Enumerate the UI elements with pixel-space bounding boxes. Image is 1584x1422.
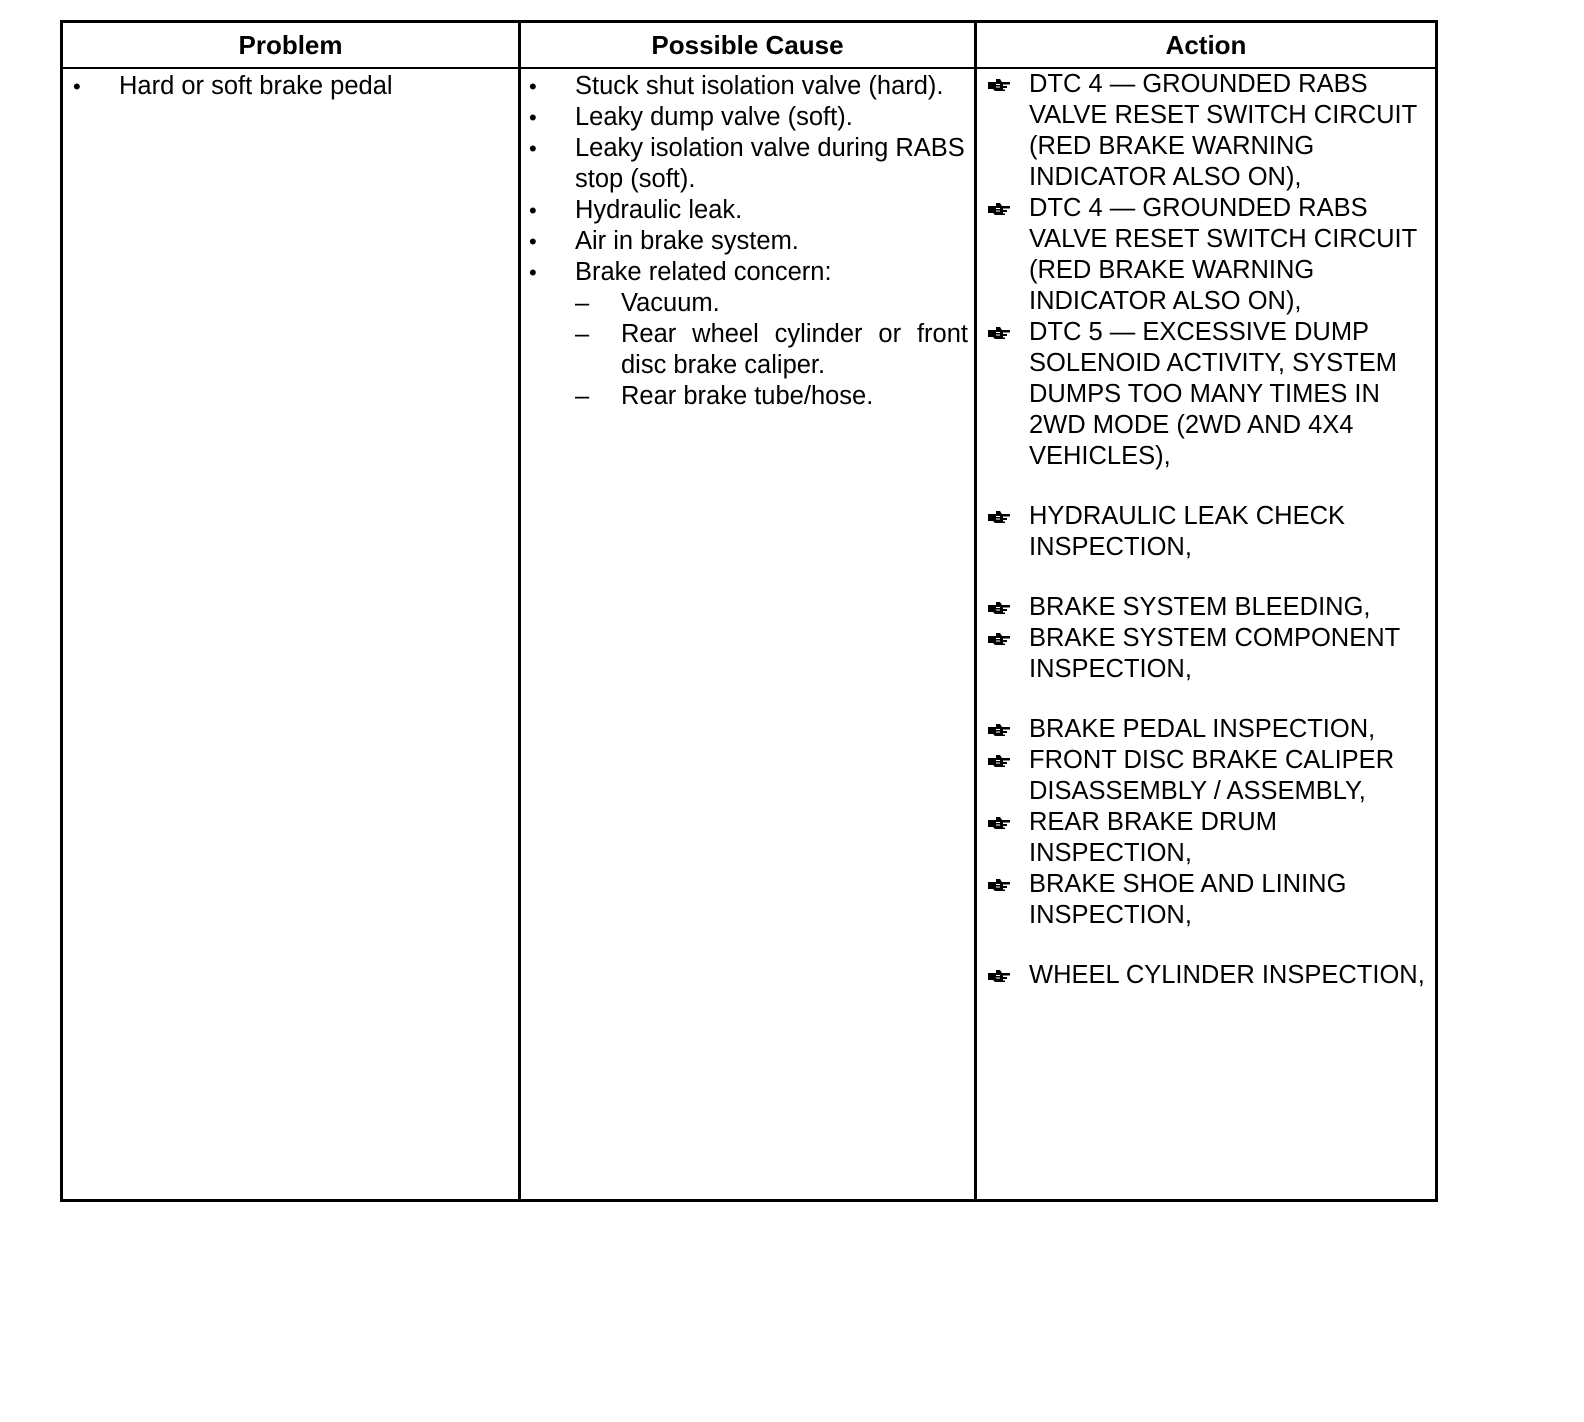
pointing-hand-icon (983, 807, 1029, 838)
action-link-text[interactable]: REAR BRAKE DRUM INSPECTION, (1029, 808, 1277, 867)
action-cell (977, 69, 1435, 1199)
cause-item (527, 71, 974, 102)
dash-icon: – (575, 382, 590, 410)
sub-cause-item (527, 319, 974, 381)
cause-cell (521, 69, 977, 1199)
sub-cause-item (527, 288, 974, 319)
cause-text: Leaky dump valve (soft). (575, 103, 853, 131)
pointing-hand-icon (983, 623, 1029, 654)
action-item[interactable] (983, 592, 1435, 623)
bullet-icon: • (529, 74, 537, 99)
cause-text: Hydraulic leak. (575, 196, 743, 224)
sub-cause-text: Rear wheel cylinder or front disc brake caliper. (621, 320, 968, 379)
spacer (983, 472, 1435, 501)
cause-item (527, 102, 974, 133)
header-action: Action (977, 23, 1435, 69)
bullet-icon: • (529, 229, 537, 254)
action-link-text[interactable]: DTC 4 — GROUNDED RABS VALVE RESET SWITCH CIRCUIT (RED BRAKE WARNING INDICATOR ALSO ON), (1029, 70, 1417, 191)
pointing-hand-icon (983, 317, 1029, 348)
cause-text: Leaky isolation valve during RABS stop (soft). (575, 134, 965, 193)
sub-cause-item (527, 381, 974, 412)
pointing-hand-icon (983, 869, 1029, 900)
action-link-text[interactable]: WHEEL CYLINDER INSPECTION, (1029, 961, 1425, 989)
bullet-icon: • (73, 74, 81, 99)
action-link-text[interactable]: BRAKE SHOE AND LINING INSPECTION, (1029, 870, 1347, 929)
cause-text: Air in brake system. (575, 227, 799, 255)
action-item[interactable] (983, 960, 1435, 991)
action-link-text[interactable]: BRAKE SYSTEM COMPONENT INSPECTION, (1029, 624, 1400, 683)
sub-cause-text: Rear brake tube/hose. (621, 382, 874, 410)
pointing-hand-icon (983, 745, 1029, 776)
header-possible-cause: Possible Cause (521, 23, 977, 69)
action-item[interactable] (983, 193, 1435, 317)
action-item[interactable] (983, 869, 1435, 931)
pointing-hand-icon (983, 714, 1029, 745)
problem-cell (63, 69, 521, 1199)
cause-item (527, 257, 974, 288)
pointing-hand-icon (983, 69, 1029, 100)
action-item[interactable] (983, 745, 1435, 807)
cause-text: Brake related concern: (575, 258, 832, 286)
action-link-text[interactable]: DTC 4 — GROUNDED RABS VALVE RESET SWITCH CIRCUIT (RED BRAKE WARNING INDICATOR ALSO ON), (1029, 194, 1417, 315)
action-item[interactable] (983, 714, 1435, 745)
spacer (983, 563, 1435, 592)
bullet-icon: • (529, 198, 537, 223)
action-link-text[interactable]: BRAKE PEDAL INSPECTION, (1029, 715, 1376, 743)
cause-item (527, 226, 974, 257)
action-link-text[interactable]: BRAKE SYSTEM BLEEDING, (1029, 593, 1371, 621)
spacer (983, 685, 1435, 714)
cause-item (527, 195, 974, 226)
bullet-icon: • (529, 260, 537, 285)
spacer (983, 931, 1435, 960)
action-item[interactable] (983, 501, 1435, 563)
header-problem: Problem (63, 23, 521, 69)
action-item[interactable] (983, 69, 1435, 193)
pointing-hand-icon (983, 501, 1029, 532)
action-link-text[interactable]: DTC 5 — EXCESSIVE DUMP SOLENOID ACTIVITY, SYSTEM DUMPS TOO MANY TIMES IN 2WD MODE (2WD AND 4X4 VEHICLES), (1029, 318, 1397, 470)
action-link-text[interactable]: HYDRAULIC LEAK CHECK INSPECTION, (1029, 502, 1345, 561)
problem-item (71, 71, 518, 102)
bullet-icon: • (529, 136, 537, 161)
pointing-hand-icon (983, 592, 1029, 623)
pointing-hand-icon (983, 193, 1029, 224)
pointing-hand-icon (983, 960, 1029, 991)
dash-icon: – (575, 289, 590, 317)
cause-item (527, 133, 974, 195)
action-link-text[interactable]: FRONT DISC BRAKE CALIPER DISASSEMBLY / ASSEMBLY, (1029, 746, 1395, 805)
action-item[interactable] (983, 623, 1435, 685)
cause-text: Stuck shut isolation valve (hard). (575, 72, 944, 100)
sub-cause-text: Vacuum. (621, 289, 720, 317)
diagnosis-table (60, 20, 1438, 1202)
bullet-icon: • (529, 105, 537, 130)
dash-icon: – (575, 320, 590, 348)
action-item[interactable] (983, 807, 1435, 869)
problem-text: Hard or soft brake pedal (119, 72, 393, 100)
action-item[interactable] (983, 317, 1435, 472)
